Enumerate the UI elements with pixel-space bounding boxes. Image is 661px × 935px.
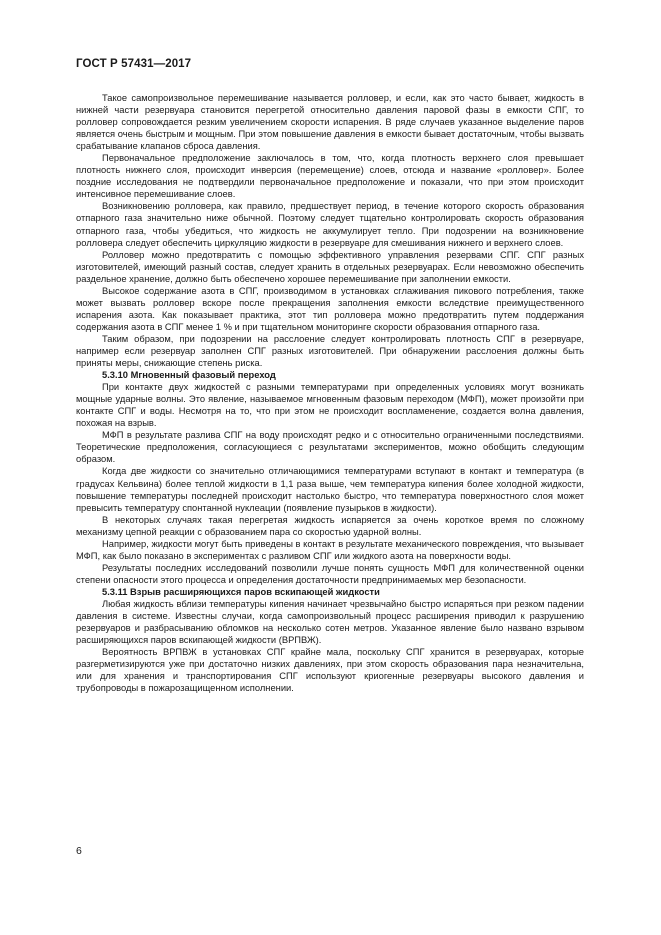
paragraph: Вероятность ВРПВЖ в установках СПГ крайне мала, поскольку СПГ хранится в резервуарах, которые разгерметизируются уже при достаточно низких давлениях, при этом скорость образования пара незначительна, или для хранения и транспортирования СПГ используют криогенные резервуары высокого давления и трубопроводы в пожарозащищенном исполнении.: [76, 647, 584, 694]
paragraph: Когда две жидкости со значительно отличающимися температурами вступают в контакт и температура (в градусах Кельвина) более теплой жидкости в 1,1 раза выше, чем температура кипения более холодной жидкости, повышение температуры последней происходит настолько быстро, что температура поверхностного слоя может превысить температуру спонтанной нуклеации (появление пузырьков в жидкости).: [76, 466, 584, 513]
paragraph: При контакте двух жидкостей с разными температурами при определенных условиях могут возникать мощные ударные волны. Это явление, называемое мгновенным фазовым переходом (МФП), может произойти при контакте СПГ и воды. Несмотря на то, что при этом не происходит воспламенение, создается волна давления, похожая на взрыв.: [76, 382, 584, 429]
paragraph: Высокое содержание азота в СПГ, производимом в установках сглаживания пикового потребления, также может вызвать ролловер вскоре после прекращения заполнения емкости вследствие преимущественного испарения азота. Как показывает практика, этот тип ролловера можно предотвратить путем поддержания содержания азота в СПГ менее 1 % и при тщательном мониторинге скорости образования отпарного газа.: [76, 285, 584, 332]
section-heading: 5.3.10 Мгновенный фазовый переход: [102, 370, 276, 381]
paragraph: Ролловер можно предотвратить с помощью эффективного управления резервами СПГ. СПГ разных изготовителей, имеющий разный состав, следует хранить в отдельных резервуарах. Если невозможно обеспечить раздельное хранение, должно быть обеспечено хорошее перемешивание при заполнении емкости.: [76, 249, 584, 284]
paragraph: Результаты последних исследований позволили лучше понять сущность МФП для количественной оценки степени опасности этого процесса и определения достаточности предпринимаемых мер безопасности.: [76, 562, 584, 585]
paragraph: МФП в результате разлива СПГ на воду происходят редко и с относительно ограниченными последствиями. Теоретические предположения, согласующиеся с результатами экспериментов, можно обобщить следующим образом.: [76, 430, 584, 465]
body-text: [76, 92, 584, 694]
paragraph: Первоначальное предположение заключалось в том, что, когда плотность верхнего слоя превышает плотность нижнего слоя, происходит инверсия (перемещение) слоев, отсюда и название «ролловер». Более поздние исследования не подтвердили первоначальное предположение и показали, что при этом происходит интенсивное перемешивание слоев.: [76, 153, 584, 200]
paragraph: Например, жидкости могут быть приведены в контакт в результате механического повреждения, что вызывает МФП, как было показано в экспериментах с разливом СПГ или жидкого азота на поверхности воды.: [76, 538, 584, 561]
paragraph: Такое самопроизвольное перемешивание называется ролловер, и если, как это часто бывает, жидкость в нижней части резервуара становится перегретой относительно давления паровой фазы в емкости СПГ, то ролловер сопровождается резким увеличением скорости испарения. В ряде случаев указанное выделение паров является очень быстрым и мощным. При этом повышение давления в емкости бывает достаточным, чтобы вызвать срабатывание клапанов сброса давления.: [76, 93, 584, 152]
paragraph: В некоторых случаях такая перегретая жидкость испаряется за очень короткое время по сложному механизму цепной реакции с образованием пара со скоростью ударной волны.: [76, 514, 584, 537]
section-heading: 5.3.11 Взрыв расширяющихся паров вскипающей жидкости: [102, 586, 380, 597]
paragraph: Любая жидкость вблизи температуры кипения начинает чрезвычайно быстро испаряться при резком падении давления в системе. Известны случаи, когда самопроизвольный процесс расширения приводил к разрушению резервуаров и разбрасыванию обломков на несколько сотен метров. Указанное явление было названо взрывом расширяющихся паров вскипающей жидкости (ВРПВЖ).: [76, 598, 584, 646]
page-number: 6: [76, 845, 82, 857]
document-id: ГОСТ Р 57431—2017: [76, 58, 192, 70]
paragraph: Возникновению ролловера, как правило, предшествует период, в течение которого скорость образования отпарного газа значительно ниже обычной. Поэтому следует тщательно контролировать скорость образования отпарного газа, чтобы убедиться, что жидкость не аккумулирует тепло. При подозрении на возникновение ролловера следует обеспечить циркуляцию жидкости в резервуаре для смешивания нижнего и верхнего слоев.: [76, 201, 584, 248]
paragraph: Таким образом, при подозрении на расслоение следует контролировать плотность СПГ в резервуаре, например если резервуар заполнен СПГ разных изготовителей. При обнаружении расслоения должны быть приняты меры, снижающие степень риска.: [76, 333, 584, 369]
